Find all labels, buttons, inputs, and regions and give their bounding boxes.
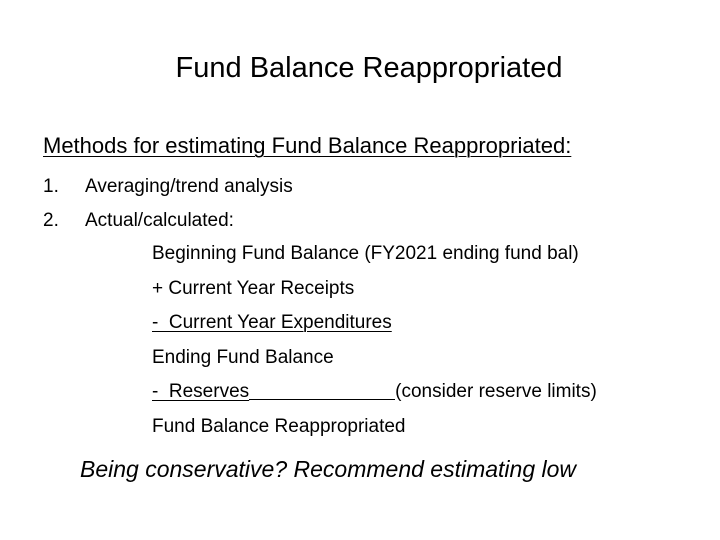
slide-title: Fund Balance Reappropriated [175, 52, 563, 84]
list-item-text: Actual/calculated: [85, 210, 234, 231]
calc-reserves [152, 375, 597, 410]
calc-ending-balance: Ending Fund Balance [152, 346, 334, 368]
calc-current-receipts: + Current Year Receipts [152, 277, 355, 299]
methods-list [43, 170, 293, 238]
calculation-steps [152, 237, 597, 444]
calc-reserves-label: - Reserves [152, 381, 250, 402]
list-item-number: 1. [43, 176, 59, 197]
calc-reserves-note: (consider reserve limits) [395, 381, 597, 402]
list-item-number: 2. [43, 210, 59, 231]
calc-beginning-balance: Beginning Fund Balance (FY2021 ending fund bal) [152, 243, 579, 264]
methods-heading: Methods for estimating Fund Balance Reappropriated: [43, 133, 572, 158]
list-item [43, 204, 293, 238]
list-item [43, 170, 293, 204]
reserves-blank-line [249, 377, 395, 400]
calc-result: Fund Balance Reappropriated [152, 415, 406, 437]
footer-note: Being conservative? Recommend estimating low [80, 456, 577, 482]
calc-expenditures-text: - Current Year Expenditures [152, 312, 392, 333]
calc-current-expenditures [152, 306, 597, 341]
list-item-text: Averaging/trend analysis [85, 176, 293, 197]
